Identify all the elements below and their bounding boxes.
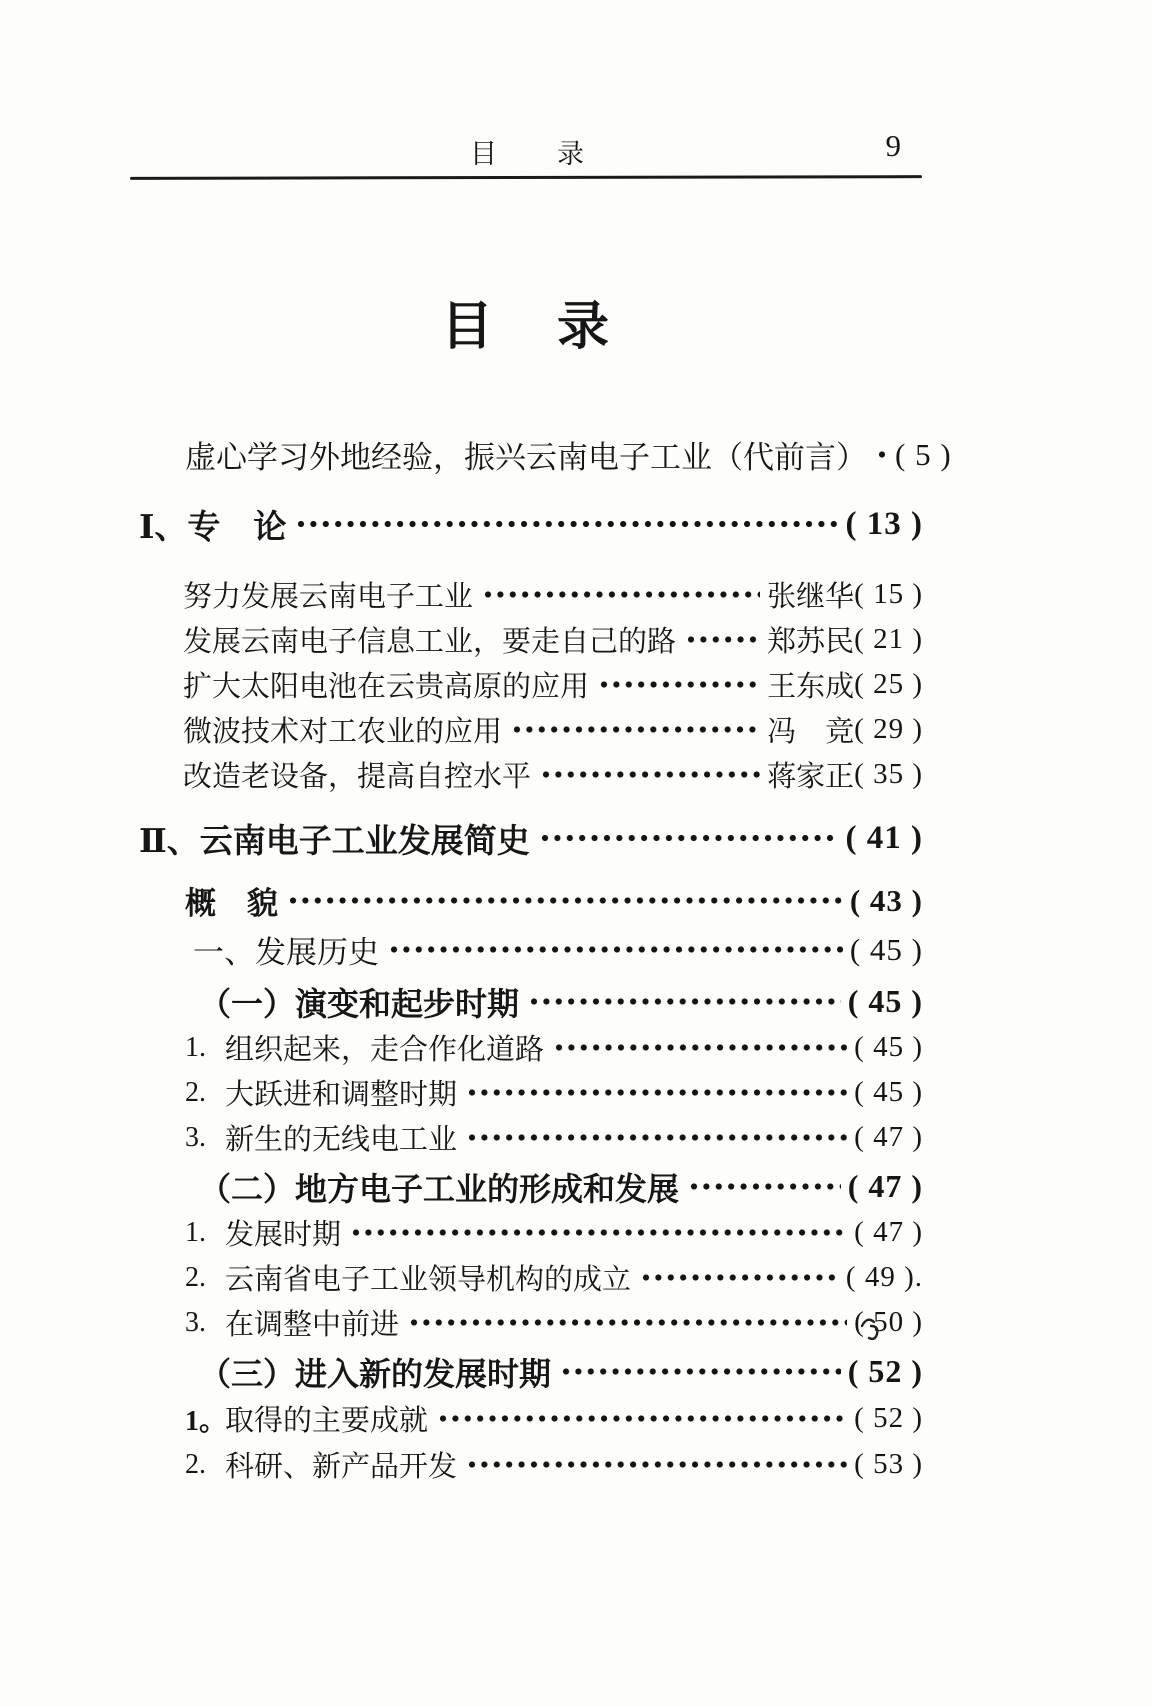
toc-entry [133,752,923,797]
page-title: 目 录 [440,299,615,356]
entry-title: 改造老设备，提高自控水平 [183,761,532,793]
running-head-title: 目 录 [470,139,586,169]
entry-number: 1. [185,1031,206,1063]
entry-title: （三）进入新的发展时期 [199,1355,552,1392]
entry-author: 蒋家正 [767,761,855,793]
entry-page: ( 47 ) [854,1121,923,1153]
dot-leader [598,662,760,707]
dot-leader [539,814,839,862]
entry-page: ( 43 ) [849,882,923,918]
toc-entry [133,662,923,707]
entry-page: ( 45 ) [854,1076,923,1108]
entry-title: 科研、新产品开发 [225,1451,458,1483]
entry-title: 组织起来，走合作化道路 [225,1034,545,1066]
dot-leader [466,1070,847,1115]
entry-number: 1. [185,1216,206,1248]
toc-entry [133,1163,923,1210]
entry-page: ( 25 ) [854,668,923,700]
entry-title: 扩大太阳电池在云贵高原的应用 [183,671,590,703]
entry-page: ( 50 ) [854,1306,923,1338]
dot-leader [688,1163,841,1210]
entry-page: ( 49 ). [845,1261,923,1293]
dot-leader [528,978,841,1025]
entry-title: （一）演变和起步时期 [199,985,520,1022]
entry-page: ( 52 ) [854,1402,923,1434]
toc-entry [133,1442,923,1487]
entry-page: ( 35 ) [854,758,923,790]
entry-page: ( 47 ) [854,1216,923,1248]
entry-page: ( 13 ) [845,505,923,542]
entry-title: 发展云南电子信息工业，要走自己的路 [183,626,677,658]
dot-leader [287,878,843,923]
page-number: 9 [885,128,901,163]
page-header [133,128,923,172]
entry-page: ( 41 ) [845,819,923,856]
entry-page: ( 52 ) [847,1353,923,1389]
entry-page: ( 5 ) [895,436,952,472]
toc-entry [133,1300,923,1345]
dot-leader [540,752,760,797]
entry-title: 努力发展云南电子工业 [183,581,474,613]
entry-page: ( 53 ) [854,1448,923,1480]
entry-title: 取得的主要成就 [225,1405,429,1437]
entry-title: （二）地方电子工业的形成和发展 [199,1170,680,1207]
entry-title: 虚心学习外地经验，振兴云南电子工业（代前言） [185,440,867,475]
toc-entry [133,572,923,617]
header-rule [130,175,922,180]
entry-title: 一、发展历史 [193,935,379,970]
entry-title: 云南省电子工业领导机构的成立 [225,1264,632,1296]
toc-entry [133,814,923,862]
toc-entry [133,1348,923,1395]
entry-title: 新生的无线电工业 [225,1124,458,1156]
dot-leader [388,927,843,972]
toc-entry [133,878,923,923]
toc-entry [133,617,923,662]
entry-title: 在调整中前进 [225,1309,400,1341]
entry-title: 发展时期 [225,1219,342,1251]
entry-number: 3. [185,1306,206,1338]
handwritten-pen-mark [857,1314,891,1354]
toc-entry [133,1070,923,1115]
entry-title: 大跃进和调整时期 [225,1079,458,1111]
entry-title: Ⅱ、云南电子工业发展简史 [139,823,530,860]
entry-number: 1。 [185,1405,228,1437]
toc-entry [133,1255,923,1300]
toc-entry [133,500,923,548]
entry-title: 微波技术对工农业的应用 [183,716,503,748]
entry-author: 王东成 [767,671,855,703]
dot-leader [408,1300,847,1345]
toc-entry [133,1396,923,1441]
dot-leader [466,1115,847,1160]
toc-entry [133,978,923,1025]
table-of-contents [133,432,952,1487]
dot-leader [350,1210,847,1255]
entry-number: 2. [185,1076,206,1108]
toc-entry [133,1025,923,1070]
entry-page: ( 15 ) [854,578,923,610]
dot-leader [685,617,760,662]
toc-entry [133,707,923,752]
toc-entry [133,1210,923,1255]
dot-leader [876,432,888,477]
dot-leader [640,1255,839,1300]
entry-number: 2. [185,1261,206,1293]
entry-page: ( 45 ) [854,1031,923,1063]
toc-entry [133,432,952,477]
entry-author: 郑苏民 [767,626,855,658]
entry-page: ( 21 ) [854,623,923,655]
dot-leader [553,1025,847,1070]
entry-page: ( 45 ) [847,983,923,1019]
entry-title: 概 貌 [185,886,278,921]
dot-leader [482,572,760,617]
entry-number: 3. [185,1121,206,1153]
dot-leader [437,1396,847,1441]
dot-leader [560,1348,841,1395]
entry-page: ( 29 ) [854,713,923,745]
entry-title: Ⅰ、专 论 [139,509,287,546]
dot-leader [295,500,838,548]
entry-page: ( 47 ) [847,1168,923,1204]
entry-author: 张继华 [767,581,855,613]
entry-number: 2. [185,1448,206,1480]
entry-page: ( 45 ) [849,931,923,967]
dot-leader [466,1442,847,1487]
toc-entry [133,1115,923,1160]
toc-entry [133,927,923,972]
entry-author: 冯 竞 [767,716,855,748]
dot-leader [511,707,760,752]
